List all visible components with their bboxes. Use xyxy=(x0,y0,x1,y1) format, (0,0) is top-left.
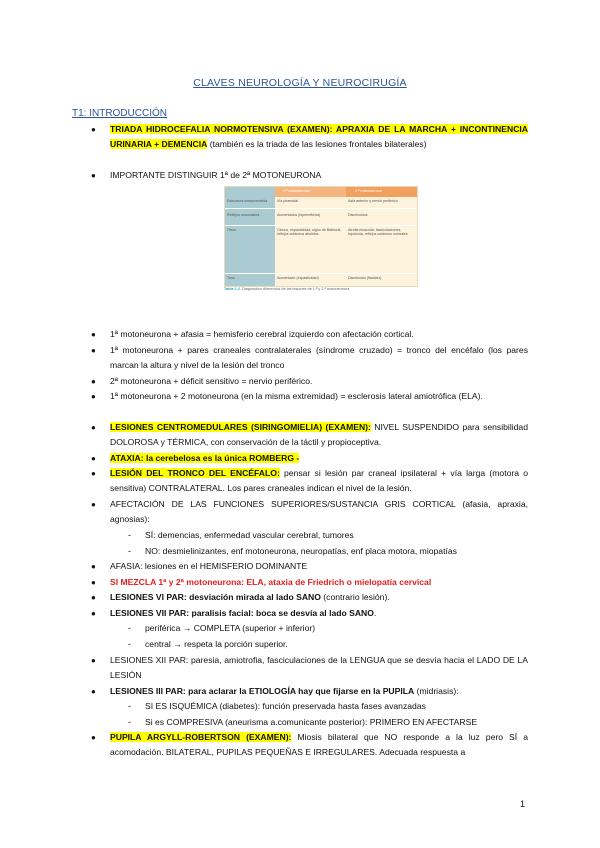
bullet-icon: ● xyxy=(91,562,96,571)
bullet-icon: ● xyxy=(91,609,96,618)
bullet-icon: ● xyxy=(91,454,96,463)
table-cell: Disminuido (flacidez) xyxy=(348,276,382,280)
bullet-icon: ● xyxy=(91,578,96,587)
bullet-icon: ● xyxy=(91,423,96,432)
table-cell: Aumentado (espasticidad) xyxy=(277,276,319,280)
table-cell: Otros xyxy=(227,228,236,232)
dash-icon: - xyxy=(128,530,131,540)
bullet-icon: ● xyxy=(91,500,96,509)
dash-icon: - xyxy=(128,623,131,633)
dash-icon: - xyxy=(128,701,131,711)
bullet-icon: ● xyxy=(91,171,96,180)
page-number: 1 xyxy=(520,799,526,809)
dash-icon: - xyxy=(128,546,131,556)
table-body xyxy=(224,186,418,287)
table-divider xyxy=(225,208,417,209)
dash-icon: - xyxy=(128,717,131,727)
document-page: CLAVES NEUROLOGÍA Y NEUROCIRUGÍA T1: INTRODUCCIÓN ● TRIADA HIDROCEFALIA NORMOTENSIVA (EXAMEN): APRAXIA DE LA MARCHA + INCONTINENCIA URINARIA + DEMENCIA (también es la triada de las lesiones frontales bilaterales) ● IMPORTANTE DISTINGUIR 1ª de 2ª MOTONEURONA 1.ª motoneurona 2.ª motoneurona Estructura comprometida Vía piramidal Asta anterior y nervio periférico Reflejos musculares Aumentados (hiperreflexia) Disminuidos Otros Clonus, espasticidad, signo de Babinski, reflejos cutáneos abolidos Atrofia muscular, fasciculaciones, hipotonía, reflejos cutáneos normales Tono Aumentado (espasticidad) Disminuido (flacidez) Tabla 1.2. Diagnóstico diferencial de las lesiones de 1.ª y 2.ª motoneurona ● 1ª motoneurona + afasia = hemisferio cerebral izquierdo con afectación cortical. ● 1ª motoneurona + pares craneales contralaterales (síndrome cruzado) = tronco del encéfalo (los pares marcan la altura y nivel de la lesión del tronco ● 2ª motoneurona + déficit sensitivo = nervio periférico. ● 1ª motoneurona + 2 motoneurona (en la misma extremidad) = esclerosis lateral amiotrófica (ELA). ● LESIONES CENTROMEDULARES (SIRINGOMIELIA) (EXAMEN): NIVEL SUSPENDIDO para sensibilidad DOLOROSA y TÉRMICA, con conservación de la táctil y propioceptiva. ● ATAXIA: la cerebelosa es la única ROMBERG - ● LESIÓN DEL TRONCO DEL ENCÉFALO: pensar si lesión par craneal ipsilateral + vía larga (motora o sensitiva) CONTRALATERAL. Los pares craneales indican el nivel de la lesión. ● AFECTACIÓN DE LAS FUNCIONES SUPERIORES/SUSTANCIA GRIS CORTICAL (afasia, apraxia, agnosias): - SÍ: demencias, enfermedad vascular cerebral, tumores - NO: desmielinizantes, enf motoneurona, neuropatías, enf placa motora, miopatías ● AFASIA: lesiones en el HEMISFERIO DOMINANTE ● SI MEZCLA 1ª y 2ª motoneurona: ELA, ataxia de Friedrich o mielopatía cervical ● LESIONES VI PAR: desviación mirada al lado SANO (contrario lesión). ● LESIONES VII PAR: paralisis facial: boca se desvía al lado SANO. - periférica → COMPLETA (superior + inferior) - central → respeta la porción superior. ● LESIONES XII PAR: paresia, amiotrofia, fasciculaciones de la LENGUA que se desvía hacia el LADO DE LA LESIÓN ● LESIONES III PAR: para aclarar la ETIOLOGÍA hay que fijarse en la PUPILA (midriasis): - SI ES ISQUÉMICA (diabetes): función preservada hasta fases avanzadas - Si es COMPRESIVA (aneurisma a.comunicante posterior): PRIMERO EN AFECTARSE ● PUPILA ARGYLL-ROBERTSON (EXAMEN): Miosis bilateral que NO responde a la luz pero SÍ a acomodación. BILATERAL, PUPILAS PEQUEÑAS E IRREGULARES. Adecuada respuesta a 1 xyxy=(0,0,600,848)
bullet-icon: ● xyxy=(91,392,96,401)
table-cell: Disminuidos xyxy=(348,213,368,217)
bullet-icon: ● xyxy=(91,346,96,355)
bullet-icon: ● xyxy=(91,687,96,696)
highlight-text: PUPILA ARGYLL-ROBERTSON (EXAMEN): xyxy=(110,732,292,742)
bullet-icon: ● xyxy=(91,125,96,134)
table-caption: Tabla 1.2. Diagnóstico diferencial de las lesiones de 1.ª y 2.ª motoneurona xyxy=(224,287,350,291)
highlight-text: ATAXIA: la cerebelosa es la única ROMBERG - xyxy=(110,453,300,463)
table-cell: Estructura comprometida xyxy=(227,199,268,203)
document-title: CLAVES NEUROLOGÍA Y NEUROCIRUGÍA xyxy=(193,77,407,89)
section-heading: T1: INTRODUCCIÓN xyxy=(72,108,167,119)
table-cell: Reflejos musculares xyxy=(227,213,260,217)
highlight-text: LESIONES CENTROMEDULARES (SIRINGOMIELIA) (EXAMEN): xyxy=(110,422,371,432)
bullet-icon: ● xyxy=(91,593,96,602)
red-emphasis-text: SI MEZCLA 1ª y 2ª motoneurona: ELA, ataxia de Friedrich o mielopatía cervical xyxy=(110,577,432,587)
bullet-icon: ● xyxy=(91,656,96,665)
bullet-icon: ● xyxy=(91,469,96,478)
bullet-icon: ● xyxy=(91,330,96,339)
motoneuron-table xyxy=(224,186,416,304)
table-header-label: 2.ª motoneurona xyxy=(355,189,382,193)
table-cell: Atrofia muscular, fasciculaciones, hipotonía, reflejos cutáneos normales xyxy=(348,228,408,237)
table-cell: Tono xyxy=(227,276,235,280)
table-header-label: 1.ª motoneurona xyxy=(283,189,310,193)
table-cell: Vía piramidal xyxy=(277,199,298,203)
highlight-text: TRIADA HIDROCEFALIA NORMOTENSIVA (EXAMEN): APRAXIA DE LA MARCHA + INCONTINENCIA URINARIA + DEMENCIA xyxy=(110,124,528,150)
table-cell: Asta anterior y nervio periférico xyxy=(348,199,398,203)
table-divider xyxy=(225,225,417,226)
highlight-text: LESIÓN DEL TRONCO DEL ENCÉFALO: xyxy=(110,468,280,478)
table-cell: Clonus, espasticidad, signo de Babinski, reflejos cutáneos abolidos xyxy=(277,228,342,237)
table-cell: Aumentados (hiperreflexia) xyxy=(277,213,321,217)
dash-icon: - xyxy=(128,639,131,649)
bullet-icon: ● xyxy=(91,377,96,386)
bullet-icon: ● xyxy=(91,733,96,742)
table-divider xyxy=(225,273,417,274)
